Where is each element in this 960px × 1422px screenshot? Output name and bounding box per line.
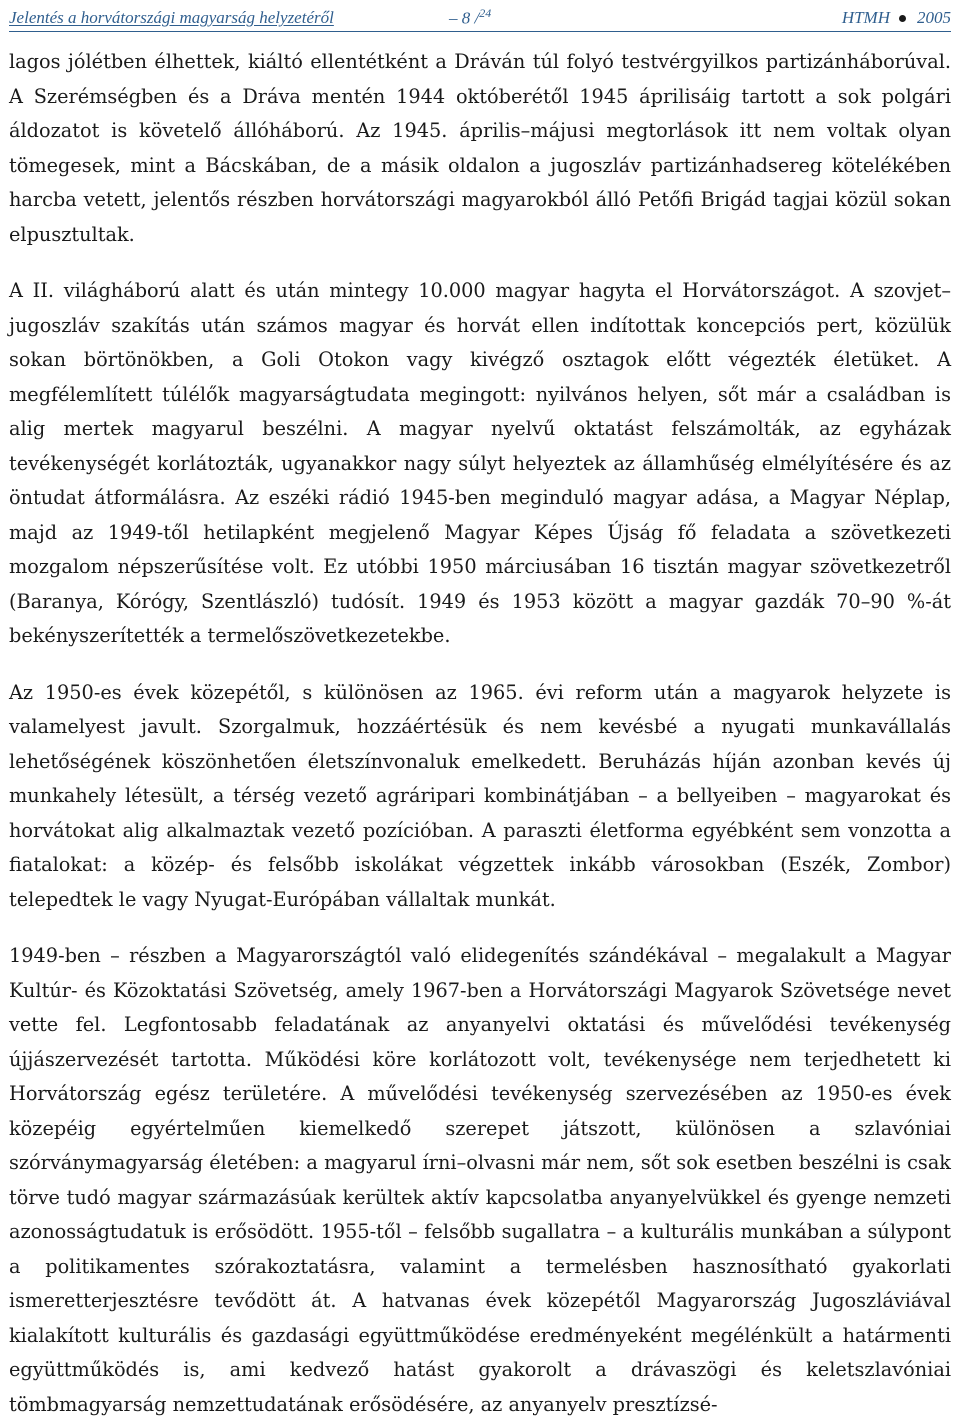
paragraph: A II. világháború alatt és után mintegy 10.000 magyar hagyta el Horvátországot. A szovjet–jugoszláv szakítás után számos magyar és horvát ellen indítottak koncepciós pert, közülük sokan börtönökben, a Goli Otokon vagy kivégző osztagok előtt végezték életüket. A megfélemlített túlélők magyarságtudata megingott: nyilvános helyen, sőt már a családban is alig mertek magyarul beszélni. A magyar nyelvű oktatást felszámolták, az egyházak tevékenységét korlátozták, ugyanakkor nagy súlyt helyeztek az államhűség elmélyítésére és az öntudat átformálásra. Az eszéki rádió 1945-ben meginduló magyar adása, a Magyar Néplap, majd az 1949-től hetilapként megjelenő Magyar Képes Újság fő feladata a szövetkezeti mozgalom népszerűsítése volt. Ez utóbbi 1950 márciusában 16 tisztán magyar szövetkezetről (Baranya, Kórógy, Szentlászló) tudósít. 1949 és 1953 között a magyar gazdák 70–90 %-át bekényszerítették a termelőszövetkezetekbe. [9,279,951,647]
header-year: 2005 [917,8,951,27]
brand-name: HTMH [841,8,890,27]
document-title[interactable]: Jelentés a horvátországi magyarság helyzetéről [9,8,334,27]
paragraph: lagos jólétben élhettek, kiáltó ellentétként a Dráván túl folyó testvérgyilkos partizánháborúval. A Szerémségben és a Dráva mentén 1944 októberétől 1945 áprilisáig tartott a sok polgári áldozatot is követelő állóháború. Az 1945. április–májusi megtorlások itt nem voltak olyan tömegesek, mint a Bácskában, de a másik oldalon a jugoszláv partizánhadsereg kötelékében harcba vetett, jelentős részben horvátországi magyarokból álló Petőfi Brigád tagjai közül sokan elpusztultak. [9,50,951,246]
header-brand [842,8,951,28]
page-header [9,6,951,32]
page-number [449,6,491,29]
paragraph: 1949-ben – részben a Magyarországtól való elidegenítés szándékával – megalakult a Magyar Kultúr- és Közoktatási Szövetség, amely 1967-ben a Horvátországi Magyarok Szövetsége nevet vette fel. Legfontosabb feladatának az anyanyelvi oktatási és művelődési tevékenység újjászervezését tartotta. Működési köre korlátozott volt, tevékenysége nem terjedhetett ki Horvátország egész területére. A művelődési tevékenység szervezésében az 1950-es évek közepéig egyértelműen kiemelkedő szerepet játszott, különösen a szlavóniai szórványmagyarság életében: a magyarul írni–olvasni már nem, sőt sok esetben beszélni is csak törve tudó magyar származásúak kerültek aktív kapcsolatba anyanyelvükkel és gyenge nemzeti azonosságtudatuk is erősödött. 1955-től – felsőbb sugallatra – a kulturális munkában a súlypont a politikamentes szórakoztatásra, valamint a termelésben hasznosítható gyakorlati ismeretterjesztésre tevődött át. A hatvanas évek közepétől Magyarország Jugoszláviával kialakított kulturális és gazdasági együttműködése eredményeként megélénkült a határmenti együttműködés is, ami kedvező hatást gyakorolt a drávaszögi és keletszlavóniai tömbmagyarság nemzettudatának erősödésére, az anyanyelv presztízsé- [9,944,951,1416]
header-rule [9,31,951,32]
paragraph: Az 1950-es évek közepétől, s különösen az 1965. évi reform után a magyarok helyzete is valamelyest javult. Szorgalmuk, hozzáértésük és nem kevésbé a nyugati munkavállalás lehetőségének köszönhetően életszínvonaluk emelkedett. Beruházás híján azonban kevés új munkahely létesült, a térség vezető agráripari kombinátjában – a bellyeiben – magyarokat és horvátokat alig alkalmaztak vezető pozícióban. A paraszti életforma egyébként sem vonzotta a fiatalokat: a közép- és felsőbb iskolákat végzettek inkább városokban (Eszék, Zombor) telepedtek le vagy Nyugat-Európában vállaltak munkát. [9,680,951,911]
document-body [9,45,951,1422]
page-number-total: 24 [479,6,492,20]
page-number-current: – 8 / [449,8,480,28]
bullet-dot-icon [899,15,906,22]
